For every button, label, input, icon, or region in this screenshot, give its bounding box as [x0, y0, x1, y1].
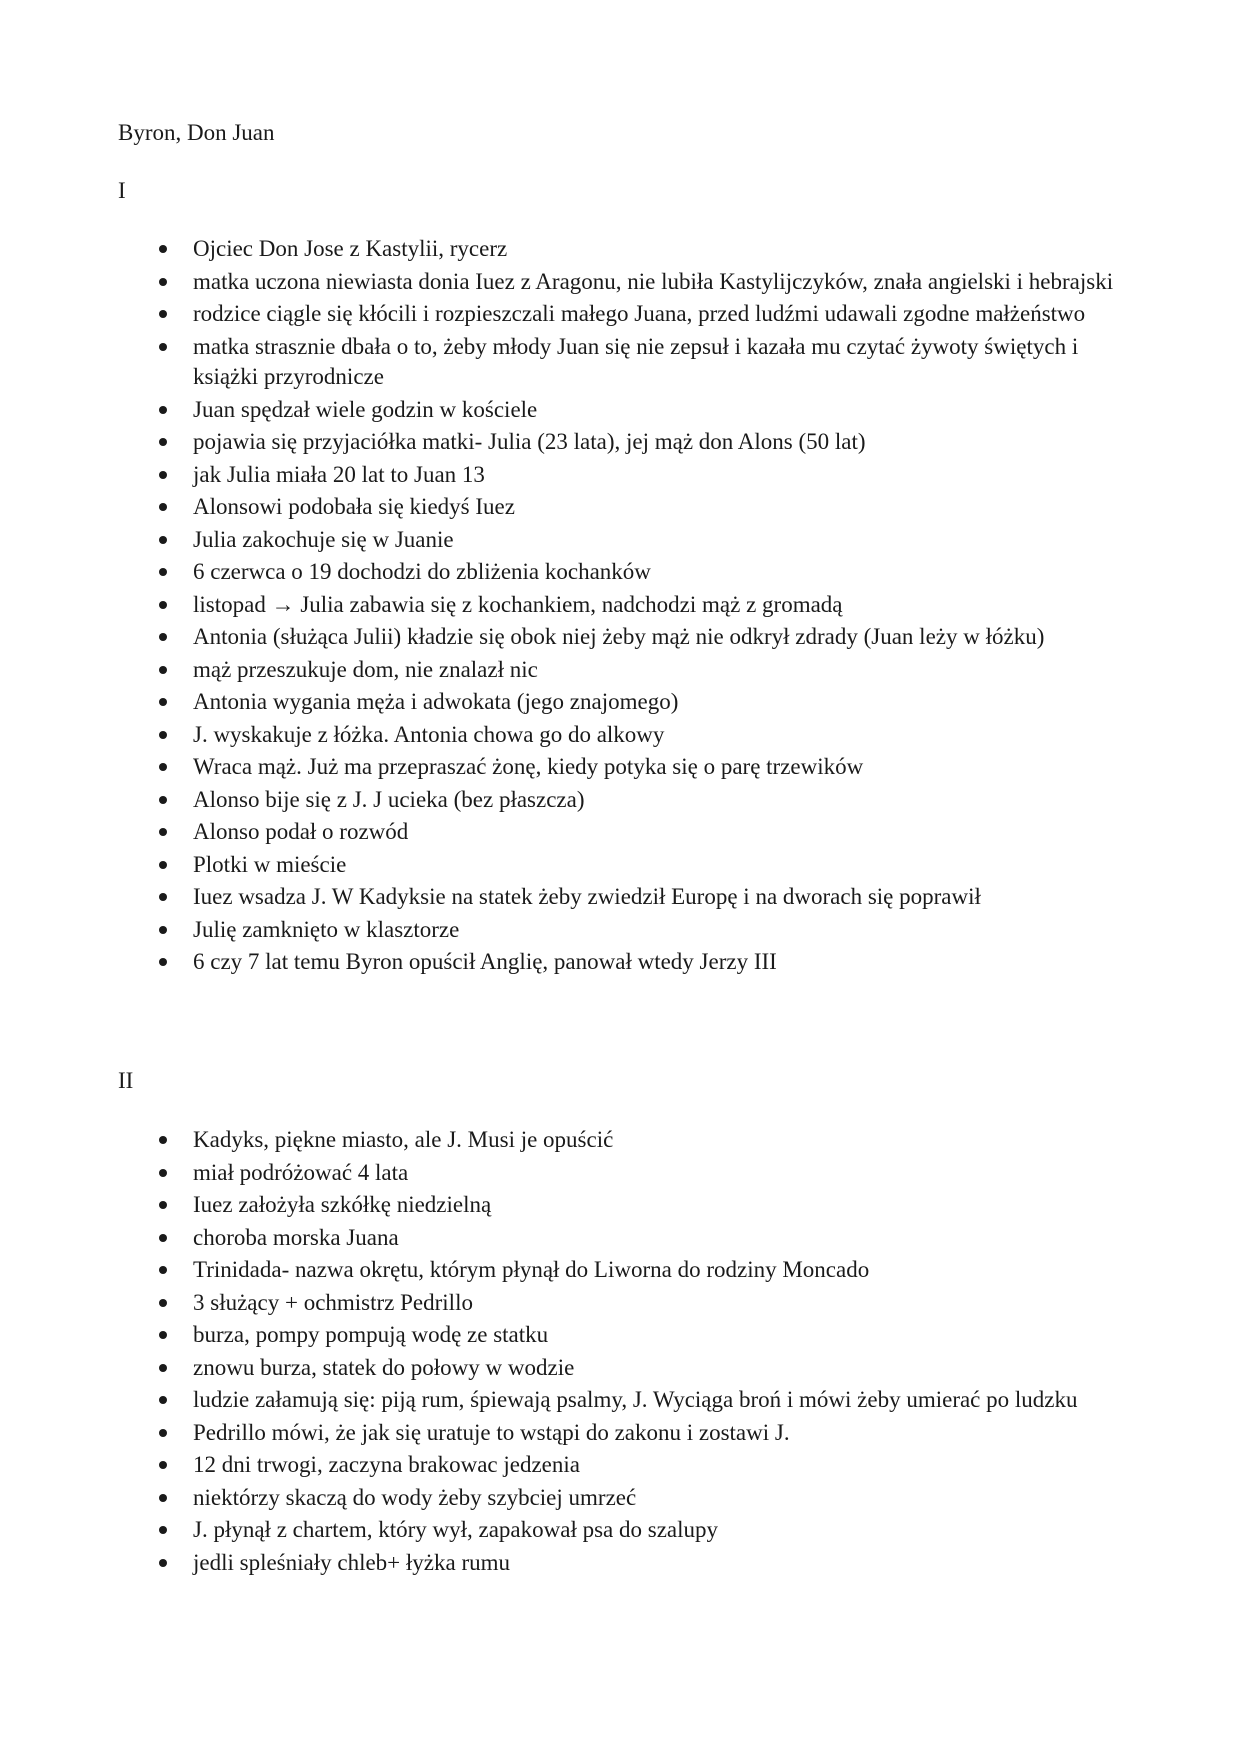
list-item: Kadyks, piękne miasto, ale J. Musi je opuścić: [0, 1125, 1240, 1156]
list-item: matka strasznie dbała o to, żeby młody Juan się nie zepsuł i kazała mu czytać żywoty świętych i książki przyrodnicze: [0, 332, 1240, 393]
section-heading-2: II: [118, 1068, 134, 1093]
list-item: Antonia (służąca Julii) kładzie się obok niej żeby mąż nie odkrył zdrady (Juan leży w łóżku): [0, 622, 1240, 653]
list-item: znowu burza, statek do połowy w wodzie: [0, 1353, 1240, 1384]
list-item: choroba morska Juana: [0, 1223, 1240, 1254]
list-item: 6 czy 7 lat temu Byron opuścił Anglię, panował wtedy Jerzy III: [0, 947, 1240, 978]
list-item: Julia zakochuje się w Juanie: [0, 525, 1240, 556]
list-item: miał podróżować 4 lata: [0, 1158, 1240, 1189]
list-item: Alonso bije się z J. J ucieka (bez płaszcza): [0, 785, 1240, 816]
list-item: mąż przeszukuje dom, nie znalazł nic: [0, 655, 1240, 686]
section-heading-1: I: [118, 178, 126, 203]
list-item: Julię zamknięto w klasztorze: [0, 915, 1240, 946]
list-item: Alonso podał o rozwód: [0, 817, 1240, 848]
list-item: Iuez założyła szkółkę niedzielną: [0, 1190, 1240, 1221]
list-item: Trinidada- nazwa okrętu, którym płynął do Liworna do rodziny Moncado: [0, 1255, 1240, 1286]
list-item: Antonia wygania męża i adwokata (jego znajomego): [0, 687, 1240, 718]
list-item: niektórzy skaczą do wody żeby szybciej umrzeć: [0, 1483, 1240, 1514]
list-item: Plotki w mieście: [0, 850, 1240, 881]
list-item: rodzice ciągle się kłócili i rozpieszczali małego Juana, przed ludźmi udawali zgodne małżeństwo: [0, 299, 1240, 330]
list-item: 6 czerwca o 19 dochodzi do zbliżenia kochanków: [0, 557, 1240, 588]
list-item: 12 dni trwogi, zaczyna brakowac jedzenia: [0, 1450, 1240, 1481]
list-item: Alonsowi podobała się kiedyś Iuez: [0, 492, 1240, 523]
list-item: Ojciec Don Jose z Kastylii, rycerz: [0, 234, 1240, 265]
section-2-list: [0, 1125, 1240, 1580]
list-item: Iuez wsadza J. W Kadyksie na statek żeby zwiedził Europę i na dworach się poprawił: [0, 882, 1240, 913]
list-item: jedli spleśniały chleb+ łyżka rumu: [0, 1548, 1240, 1579]
list-item: 3 służący + ochmistrz Pedrillo: [0, 1288, 1240, 1319]
list-item: J. wyskakuje z łóżka. Antonia chowa go do alkowy: [0, 720, 1240, 751]
list-item: pojawia się przyjaciółka matki- Julia (23 lata), jej mąż don Alons (50 lat): [0, 427, 1240, 458]
document-title: Byron, Don Juan: [118, 120, 275, 145]
section-1-list: [0, 234, 1240, 980]
list-item: burza, pompy pompują wodę ze statku: [0, 1320, 1240, 1351]
list-item: matka uczona niewiasta donia Iuez z Aragonu, nie lubiła Kastylijczyków, znała angielski i hebrajski: [0, 267, 1240, 298]
list-item: Pedrillo mówi, że jak się uratuje to wstąpi do zakonu i zostawi J.: [0, 1418, 1240, 1449]
list-item: Wraca mąż. Już ma przepraszać żonę, kiedy potyka się o parę trzewików: [0, 752, 1240, 783]
list-item: J. płynął z chartem, który wył, zapakował psa do szalupy: [0, 1515, 1240, 1546]
list-item: ludzie załamują się: piją rum, śpiewają psalmy, J. Wyciąga broń i mówi żeby umierać po ludzku: [0, 1385, 1240, 1416]
list-item: jak Julia miała 20 lat to Juan 13: [0, 460, 1240, 491]
list-item: Juan spędzał wiele godzin w kościele: [0, 395, 1240, 426]
list-item: listopad → Julia zabawia się z kochankiem, nadchodzi mąż z gromadą: [0, 590, 1240, 621]
